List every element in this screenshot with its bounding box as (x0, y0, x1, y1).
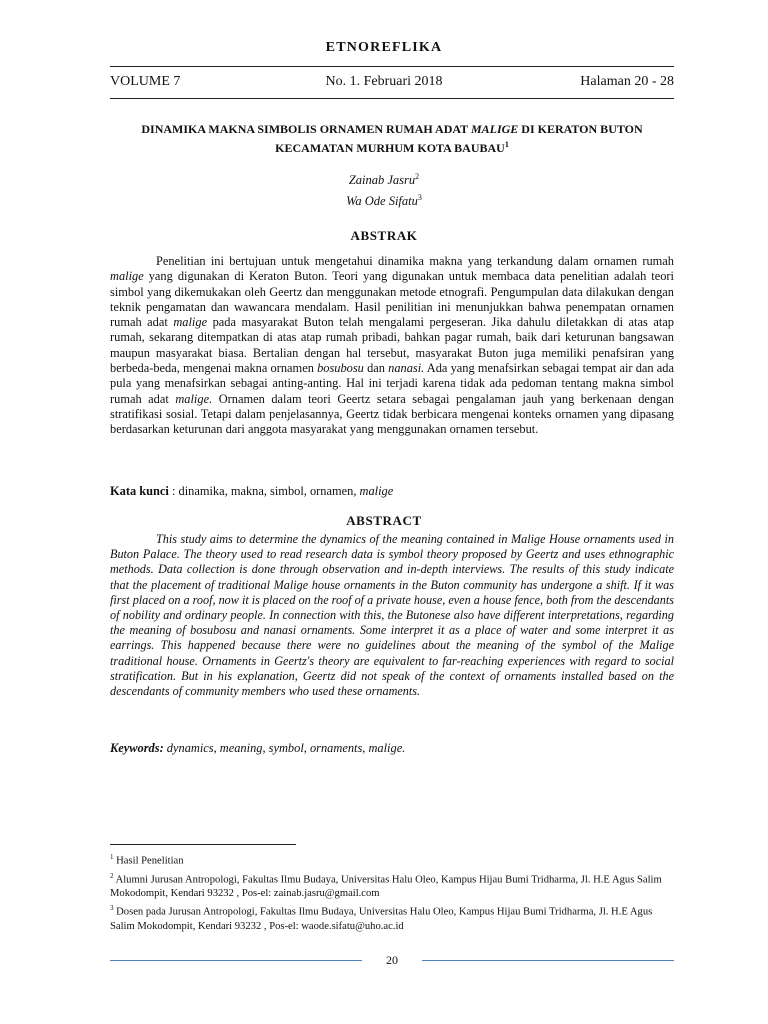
article-title-footnote-mark: 1 (504, 140, 509, 149)
footnote-1 (110, 850, 674, 869)
article-title-italic: MALIGE (470, 122, 519, 136)
keywords-text: dynamics, meaning, symbol, ornaments, malige. (163, 741, 406, 755)
keywords-line (110, 741, 674, 756)
author-1-name: Zainab Jasru (348, 173, 416, 188)
abstract-heading: ABSTRACT (346, 513, 422, 528)
abstrak-italic-term: malige (110, 269, 144, 284)
footnote-2 (110, 869, 674, 902)
page-range-label: Halaman 20 - 28 (580, 74, 674, 89)
abstrak-italic-term: bosubosu (317, 361, 364, 376)
kata-kunci-line (110, 484, 674, 499)
abstrak-text-run: Ornamen dalam teori Geertz setara sebagai pengalaman jauh yang berkenaan dengan stratifikasi sosial. Tetapi dalam penjelasannya, Geertz tidak berbicara mengenai konteks ornamen yang dipasang berdasarkan keturunan dari anggota masyarakat yang menggunakan ornamen tersebut. (110, 391, 674, 437)
abstrak-italic-term: nanasi. (388, 361, 425, 376)
author-1-footnote-mark: 2 (415, 172, 420, 181)
footnote-3-text: Dosen pada Jurusan Antropologi, Fakultas Ilmu Budaya, Universitas Halu Oleo, Kampus Hijau Bumi Tridharma, Jl. H.E Agus Salim Mokodompit, Kendari 93232 , Pos-el: waode.sifatu@uho.ac.id (110, 906, 653, 932)
kata-kunci-text: : dinamika, makna, simbol, ornamen, (168, 484, 360, 498)
abstrak-italic-term: malige. (175, 391, 213, 406)
footnote-2-text: Alumni Jurusan Antropologi, Fakultas Ilmu Budaya, Universitas Halu Oleo, Kampus Hijau Bumi Tridharma, Jl. H.E Agus Salim Mokodompit, Kendari 93232 , Pos-el: zainab.jasru@gmail.com (110, 874, 662, 900)
footnote-2-num: 2 (110, 871, 114, 880)
volume-label: VOLUME 7 (110, 74, 181, 89)
header-rule-top (110, 66, 674, 67)
footnotes (110, 850, 674, 934)
abstrak-text-run: yang digunakan di Keraton Buton. Teori yang digunakan untuk membaca data penelitian adalah teori simbol yang dikemukakan oleh Geertz dan menggunakan metode etnografi. Pengumpulan data dilakukan dengan teknik pengamatan dan wawancara mendalam. Hasil penilitian ini menunjukkan bahwa penempatan ornamen rumah adat (110, 269, 674, 330)
kata-kunci-italic: malige (359, 484, 394, 498)
author-list (0, 168, 768, 210)
abstract-body: This study aims to determine the dynamics of the meaning contained in Malige House ornaments used in Buton Palace. The theory used to read research data is symbol theory proposed by Geertz and uses ethnographic methods. Data collection is done through observation and in-depth interviews. The results of this study indicate that the placement of traditional Malige house ornaments in the Buton community has undergone a shift. If it was first placed on a roof, now it is placed on the roof of a private house, even a house fence, both from the descendants of nobility and ordinary people. In connection with this, the Butonese also have different interpretations, regarding the meaning of bosubosu and nanasi ornaments. Some interpret it as a place of water and some interpret it as earrings. This happened because there were no guidelines about the meaning of the symbol of the Malige traditional house. Ornaments in Geertz's theory are equivalent to far-reaching experiences with regard to social stratification. But in his explanation, Geertz did not speak of the context of ornaments installed based on the descendants of community members who used these ornaments. (110, 532, 674, 699)
article-title (110, 121, 674, 156)
abstrak-body (110, 254, 674, 438)
abstrak-text-run: dan (363, 361, 389, 376)
abstrak-italic-term: malige (173, 315, 208, 330)
author-2-footnote-mark: 3 (417, 193, 422, 203)
footnote-rule (110, 844, 296, 845)
abstrak-text-run: Ada yang menafsirkan sebagai tempat air dan ada pula yang menafsirkan sebagai anting-anting. Hal ini terjadi karena tidak ada pedoman tentang makna simbol rumah adat (110, 361, 674, 406)
footnote-1-text: Hasil Penelitian (113, 855, 184, 867)
footer-line-right (422, 960, 674, 961)
abstrak-heading: ABSTRAK (350, 228, 418, 243)
kata-kunci-label: Kata kunci (110, 484, 169, 498)
issue-label: No. 1. Februari 2018 (325, 74, 443, 89)
article-title-part2: DI KERATON BUTON KECAMATAN MURHUM KOTA BAUBAU (275, 122, 643, 155)
abstrak-text-run: Penelitian ini bertujuan untuk mengetahui dinamika makna yang terkandung dalam ornamen rumah (156, 254, 674, 268)
author-2 (0, 189, 768, 210)
header-rule-bottom (110, 98, 674, 99)
footnote-3 (110, 901, 674, 934)
page-number: 20 (386, 953, 398, 967)
abstrak-text-run: pada masyarakat Buton telah mengalami pergeseran. Jika dahulu diletakkan di atas atap rumah, sekarang ditempatkan di atas atap rumah pribadi, bahkan pagar rumah, baik dari keturunan bangsawan maupun masyarakat biasa. Bertalian dengan hal tersebut, masyarakat Buton juga memiliki penafsiran yang berbeda-beda, mengenai makna ornamen (110, 315, 674, 376)
keywords-label: Keywords: (110, 741, 164, 755)
article-title-part1: DINAMIKA MAKNA SIMBOLIS ORNAMEN RUMAH ADAT (141, 122, 471, 136)
author-2-name: Wa Ode Sifatu (346, 194, 418, 209)
author-1 (0, 168, 768, 189)
footnote-1-num: 1 (110, 853, 114, 861)
journal-title: ETNOREFLIKA (325, 40, 443, 55)
footnote-3-num: 3 (110, 904, 114, 913)
